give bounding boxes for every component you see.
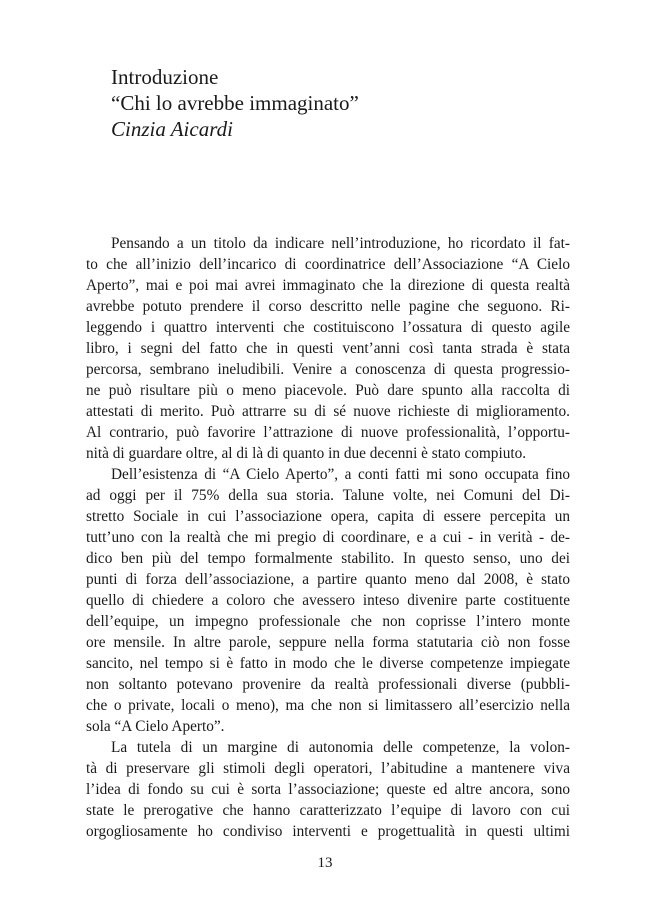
text-line: dell’equipe, un impegno professionale che non coprisse l’intero monte — [86, 613, 570, 630]
text-line: sancito, nel tempo si è fatto in modo che le diverse competenze impiegate — [86, 655, 570, 672]
text-line: ad oggi per il 75% della sua storia. Talune volte, nei Comuni del Di- — [86, 487, 570, 504]
text-line: attestati di merito. Può attrarre su di sé nuove richieste di miglioramento. — [86, 403, 570, 420]
text-line: stretto Sociale in cui l’associazione opera, capita di essere percepita un — [86, 508, 570, 525]
text-line: to che all’inizio dell’incarico di coordinatrice dell’Associazione “A Cielo — [86, 256, 570, 273]
text-line: nità di guardare oltre, al di là di quanto in due decenni è stato compiuto. — [86, 445, 527, 462]
text-line: La tutela di un margine di autonomia delle competenze, la volon- — [111, 739, 570, 756]
text-line: Pensando a un titolo da indicare nell’introduzione, ho ricordato il fat- — [111, 235, 570, 252]
text-line: leggendo i quattro interventi che costituiscono l’ossatura di questo agile — [86, 319, 570, 336]
page-number: 13 — [317, 855, 333, 871]
chapter-author: Cinzia Aicardi — [111, 117, 233, 141]
text-line: sola “A Cielo Aperto”. — [86, 718, 225, 735]
text-line: Aperto”, mai e poi mai avrei immaginato che la direzione di questa realtà — [86, 277, 570, 294]
text-line: percorsa, sembrano ineludibili. Venire a conoscenza di questa progressio- — [86, 361, 570, 378]
text-line: orgogliosamente ho condiviso interventi e progettualità in questi ultimi — [86, 823, 570, 840]
text-line: Al contrario, può favorire l’attrazione di nuove professionalità, l’opportu- — [86, 424, 570, 441]
chapter-title: “Chi lo avrebbe immaginato” — [111, 91, 359, 115]
text-line: avrebbe potuto prendere il corso descritto nelle pagine che seguono. Ri- — [86, 298, 570, 315]
text-line: punti di forza dell’associazione, a partire quanto meno dal 2008, è stato — [86, 571, 570, 588]
text-line: quello di chiedere a coloro che avessero inteso divenire parte costituente — [86, 592, 570, 609]
text-line: non soltanto potevano provenire da realtà professionali diverse (pubbli- — [86, 676, 570, 693]
text-line: dico ben più del tempo formalmente stabilito. In questo senso, uno dei — [86, 550, 570, 567]
text-line: Dell’esistenza di “A Cielo Aperto”, a conti fatti mi sono occupata fino — [111, 466, 570, 483]
section-label: Introduzione — [111, 65, 219, 89]
text-line: libro, i segni del fatto che in questi vent’anni così tanta strada è stata — [86, 340, 570, 357]
text-line: l’idea di fondo su cui è sorta l’associazione; queste ed altre ancora, sono — [86, 781, 570, 798]
chapter-heading — [111, 64, 571, 142]
text-line: che o private, locali o meno), ma che non si limitassero all’esercizio nella — [86, 697, 570, 714]
text-line: tà di preservare gli stimoli degli operatori, l’abitudine a mantenere viva — [86, 760, 570, 777]
text-line: ore mensile. In altre parole, seppure nella forma statutaria ciò non fosse — [86, 634, 570, 651]
text-line: tutt’uno con la realtà che mi pregio di coordinare, e a cui - in verità - de- — [86, 529, 570, 546]
text-line: ne può risultare più o meno piacevole. Può dare spunto alla raccolta di — [86, 382, 570, 399]
text-line: state le prerogative che hanno caratterizzato l’equipe di lavoro con cui — [86, 802, 570, 819]
body-text — [86, 233, 570, 842]
